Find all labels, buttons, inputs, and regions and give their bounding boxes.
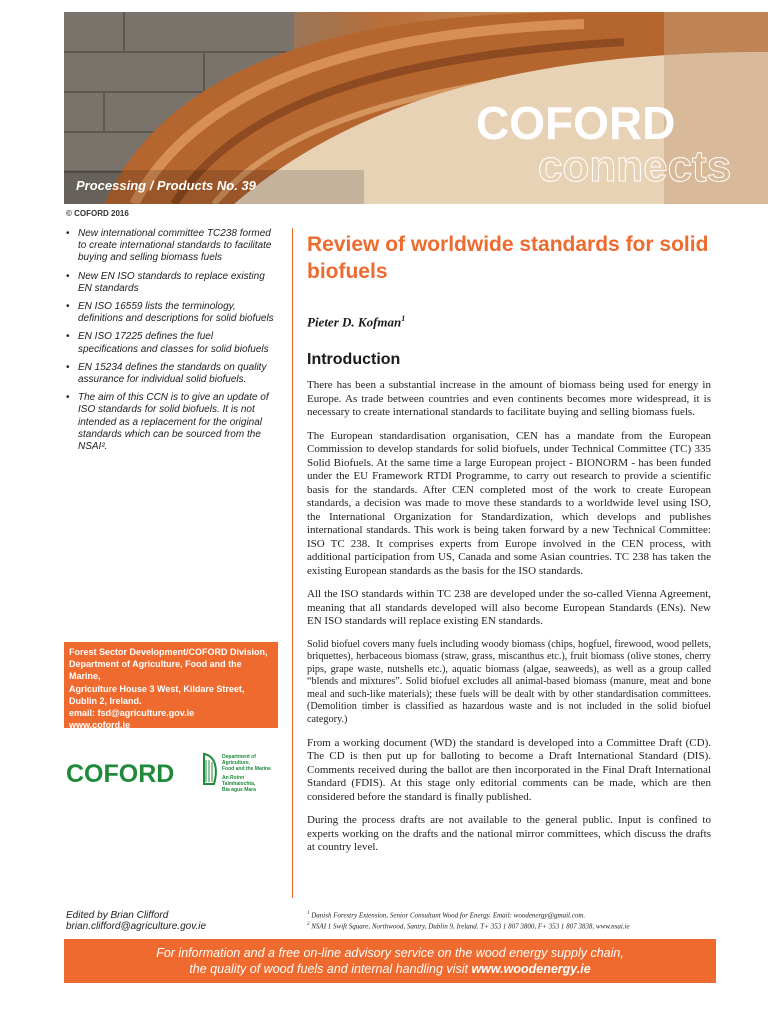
article-title: Review of worldwide standards for solid biofuels bbox=[307, 233, 709, 283]
contact-line: Dublin 2, Ireland. bbox=[69, 695, 142, 706]
editor-credit bbox=[66, 910, 206, 932]
department-logo bbox=[200, 752, 290, 792]
logo-word: COFORD bbox=[476, 97, 676, 149]
body-paragraph: During the process drafts are not available to the general public. Input is confined to experts working on the drafts and the national mirror committees, which discuss the drafts at country level. bbox=[307, 814, 711, 854]
footnote-text: Danish Forestry Extension, Senior Consultant Wood for Energy. Email: woodenergy@gmail.com. bbox=[311, 911, 586, 920]
contact-email[interactable]: email: fsd@agriculture.gov.ie bbox=[69, 708, 195, 719]
contact-line: Department of Agriculture, Food and the Marine, bbox=[69, 659, 242, 682]
advisory-line-2 bbox=[64, 961, 716, 977]
editor-email[interactable]: brian.clifford@agriculture.gov.ie bbox=[66, 921, 207, 932]
footnote: $^2$ NSAI 1 Swift Square, Northwood, Santry, Dublin 9, Ireland. T+ 353 1 807 3800, F+ 353 1 807 3838, www.nsai.ie bbox=[307, 922, 630, 931]
key-point: • EN ISO 16559 lists the terminology, definitions and descriptions for solid biofuels bbox=[64, 301, 274, 325]
key-point: • New international committee TC238 formed to create international standards to facilitate buying and selling biomass fuels bbox=[64, 228, 274, 265]
key-point: • EN ISO 17225 defines the fuel specifications and classes for solid biofuels bbox=[64, 331, 274, 355]
body-paragraph: All the ISO standards within TC 238 are developed under the so-called Vienna Agreement, meaning that all standards developed will also become European Standards (ENs). New EN ISO standards will replace existing EN standards. bbox=[307, 588, 711, 627]
dept-text-line: An Roinn bbox=[222, 775, 245, 781]
body-paragraph: The European standardisation organisation, CEN has a mandate from the European Commission to develop standards for solid biofuels, under Technical Committee (TC) 335 Solid Biofuels. At the same time a large European project - BIONORM - has been funded under the EU Framework RTDI Programme, to carry out research to provide a scientific basis for the standards. After CEN completed most of the work to create European standards, a decision was made to move these standards to a worldwide level using ISO, the International Organization for Standardization, which develops and publishes international standards. This work is being taken forward by a new Technical Committee: ISO TC 238. It comprises experts from Europe involved in the CEN process, with additional participation from US, Canada and some Asian countries. TC 238 has taken the existing European standards as the basis for the ISO standards. bbox=[307, 429, 711, 577]
footnote: $^1$ Danish Forestry Extension, Senior Consultant Wood for Energy. Email: woodenergy@gmail.com. bbox=[307, 911, 586, 920]
author-name: Pieter D. Kofman bbox=[307, 314, 402, 330]
section-heading: Introduction bbox=[307, 351, 401, 368]
dept-text-line: Department of bbox=[222, 754, 256, 760]
woodenergy-link[interactable]: www.woodenergy.ie bbox=[471, 962, 591, 976]
advisory-banner bbox=[64, 939, 716, 983]
article-body bbox=[307, 379, 711, 865]
body-paragraph: From a working document (WD) the standard is developed into a Committee Draft (CD). The CD is then put up for balloting to become a Draft International Standard (DIS). Comments received during the ballot are then incorporated in the Final Draft International Standard (FDIS). At this stage only editorial comments can be made, which are then considered before the standard is finally published. bbox=[307, 736, 711, 803]
department-name bbox=[222, 754, 271, 793]
column-divider bbox=[292, 228, 293, 898]
dept-text-line: Bia agus Mara bbox=[222, 787, 256, 793]
series-label: Processing / Products No. 39 bbox=[76, 178, 256, 193]
key-points-sidebar bbox=[64, 228, 274, 459]
footnotes bbox=[307, 909, 717, 932]
key-points-list bbox=[64, 228, 274, 453]
copyright: © COFORD 2016 bbox=[66, 209, 129, 218]
key-point: • New EN ISO standards to replace existing EN standards bbox=[64, 271, 274, 295]
author-footnote-mark: 1 bbox=[401, 314, 406, 323]
advisory-line-2-text: the quality of wood fuels and internal handling visit bbox=[189, 962, 472, 976]
contact-website[interactable]: www.coford.ie bbox=[69, 720, 131, 731]
article-author bbox=[307, 314, 405, 330]
advisory-line-1: For information and a free on-line advisory service on the wood energy supply chain, bbox=[156, 946, 624, 960]
contact-box bbox=[64, 642, 278, 731]
coford-logo-word: COFORD bbox=[66, 760, 175, 788]
dept-text-line: Food and the Marine bbox=[222, 766, 271, 772]
dept-text-line: Agriculture, bbox=[222, 760, 251, 766]
coford-connects-logo bbox=[476, 97, 766, 200]
key-point: • The aim of this CCN is to give an update of ISO standards for solid biofuels. It is not intended as a replacement for the original standards which can be sourced from the NSAI². bbox=[64, 392, 274, 453]
contact-line: Agriculture House 3 West, Kildare Street, bbox=[69, 683, 245, 694]
body-paragraph: Solid biofuel covers many fuels including woody biomass (chips, hogfuel, firewood, wood pellets, briquettes), herbaceous biomass (straw, grass, miscanthus etc.), fruit biomass (olive stones, cherry pips, grape waste, nutshells etc.), aquatic biomass (algae, seaweeds), as well as a group called “blends and mixtures”. Solid biofuel excludes all animal-based biomass (manure, meat and bone meal and such-like materials); these fuels will be dealt with by other standardisation committees. (Demolition timber is classified as hazardous waste and is not included in the solid biofuel category.) bbox=[307, 638, 711, 726]
key-point: • EN 15234 defines the standards on quality assurance for individual solid biofuels. bbox=[64, 362, 274, 386]
harp-icon bbox=[200, 752, 220, 786]
contact-line: Forest Sector Development/COFORD Division, bbox=[69, 647, 268, 657]
dept-text-line: Talmhaíochta, bbox=[222, 781, 256, 787]
editor-name: Edited by Brian Clifford bbox=[66, 910, 169, 921]
body-paragraph: There has been a substantial increase in the amount of biomass being used for energy in Europe. As trade between countries and even continents becomes more widespread, it is necessary to create international standards to facilitate buying and selling biomass fuels. bbox=[307, 379, 711, 418]
footnote-text: NSAI 1 Swift Square, Northwood, Santry, Dublin 9, Ireland. T+ 353 1 807 3800, F+ 353 1 807 3838, www.nsai.ie bbox=[311, 922, 630, 931]
logo-subword: connects bbox=[538, 142, 732, 191]
header-banner bbox=[64, 12, 768, 204]
coford-logo bbox=[66, 760, 186, 790]
